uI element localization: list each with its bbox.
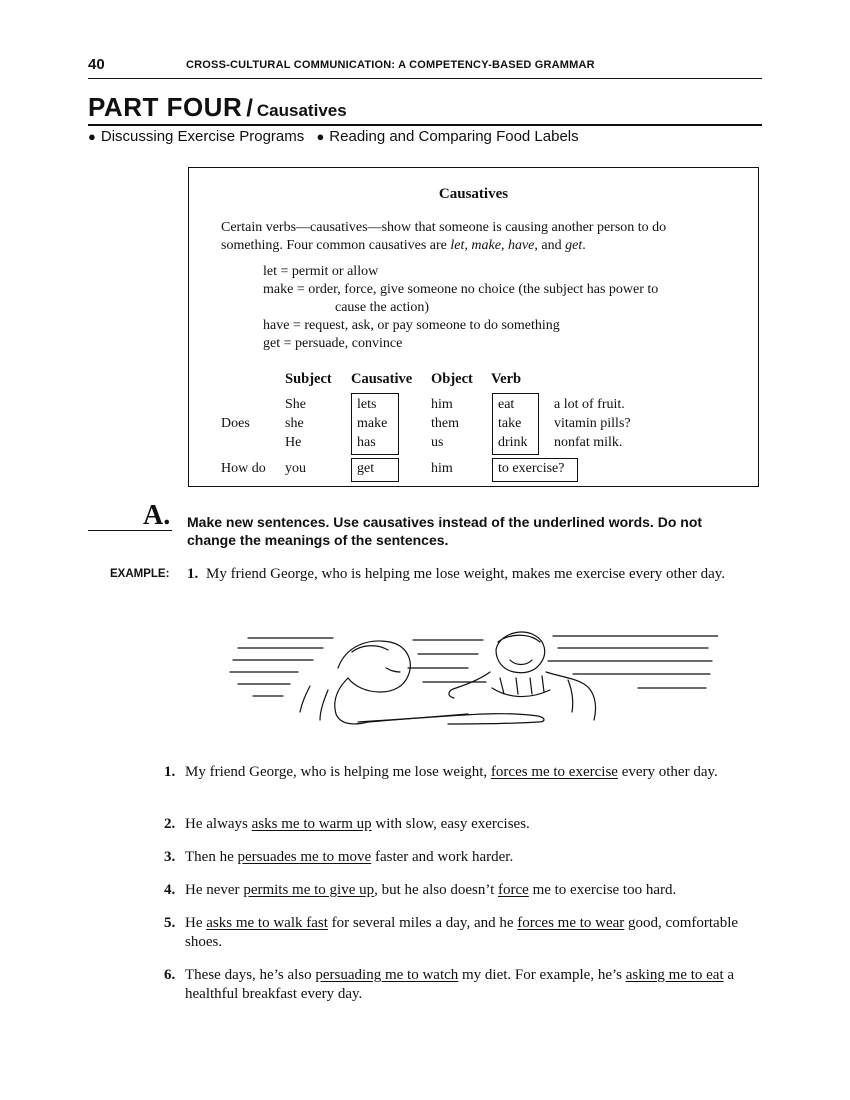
running-header (88, 56, 762, 79)
table-cell-verb: eat (498, 397, 515, 412)
table-cell-causative: lets (357, 397, 377, 412)
table-cell-rest: nonfat milk. (554, 435, 623, 450)
table-cell-object: him (431, 397, 453, 412)
definition-let: let = permit or allow (263, 264, 379, 279)
item-text: He always asks me to warm up with slow, easy exercises. (185, 816, 530, 832)
exercise-instructions: Make new sentences. Use causatives instead of the underlined words. Do not change the meanings of the sentences. (187, 514, 703, 548)
table-cell-causative: get (357, 461, 375, 476)
underlined-phrase: force (498, 882, 529, 898)
definition-make (263, 281, 733, 317)
table-cell-rest: vitamin pills? (554, 416, 631, 431)
column-header-object: Object (431, 371, 473, 387)
exercise-letter: A. (143, 500, 171, 531)
grammar-box-intro: Certain verbs—causatives—show that someone is causing another person to do something. Four common causatives are let, make, have, and get. (221, 220, 667, 253)
underlined-phrase: persuading me to watch (315, 967, 459, 983)
intro-verb: get (565, 238, 583, 253)
underlined-phrase: asks me to warm up (251, 816, 372, 832)
underlined-phrase: forces me to wear (517, 915, 625, 931)
definition-get: get = persuade, convince (263, 336, 403, 351)
grammar-box-title: Causatives (438, 186, 509, 202)
table-cell-subject: He (285, 435, 302, 450)
intro-verb: have (507, 238, 535, 253)
table-cell-pre: How do (221, 461, 266, 476)
item-number: 1. (164, 764, 176, 780)
definition-continuation: cause the action) (335, 300, 430, 315)
intro-verb: make (471, 238, 501, 253)
column-header-subject: Subject (285, 371, 332, 387)
item-number: 2. (164, 816, 176, 832)
table-cell-subject: She (285, 397, 306, 412)
underlined-phrase: forces me to exercise (490, 764, 618, 780)
underlined-phrase: persuades me to move (237, 849, 372, 865)
competency-item: Reading and Comparing Food Labels (329, 128, 579, 145)
bullet-icon: ● (316, 129, 325, 144)
swimmers-illustration (228, 628, 718, 728)
column-header-causative: Causative (351, 371, 413, 387)
intro-text: Certain verbs—causatives—show that someone is causing another person to do something. Four common causatives are (221, 220, 667, 253)
part-main-title: PART FOUR (88, 92, 243, 122)
item-number: 5. (164, 915, 176, 931)
item-text: He never permits me to give up, but he also doesn’t force me to exercise too hard. (185, 882, 677, 898)
example-label: EXAMPLE: (110, 568, 170, 580)
item-number: 6. (164, 967, 176, 983)
part-separator: / (246, 95, 253, 122)
item-text: He asks me to walk fast for several miles a day, and he forces me to wear good, comfortable shoes. (185, 915, 739, 950)
definition-line: make = order, force, give someone no choice (the subject has power to (263, 282, 659, 297)
example-number: 1. (187, 566, 199, 582)
page-number: 40 (88, 56, 105, 73)
item-text: My friend George, who is helping me lose weight, forces me to exercise every other day. (185, 764, 718, 780)
table-cell-object: us (431, 435, 444, 450)
table-cell-object: him (431, 461, 453, 476)
example-text: My friend George, who is helping me lose weight, makes me exercise every other day. (206, 566, 726, 582)
part-subtitle: Causatives (256, 101, 347, 120)
item-number: 4. (164, 882, 176, 898)
table-cell-object: them (431, 416, 459, 431)
table-cell-subject: she (285, 416, 304, 431)
table-cell-verb: drink (498, 435, 528, 450)
definition-have: have = request, ask, or pay someone to do something (263, 318, 560, 333)
intro-verb: let (450, 238, 465, 253)
bullet-icon: ● (88, 129, 96, 144)
table-cell-verb: take (498, 416, 522, 431)
table-cell-rest: a lot of fruit. (554, 397, 625, 412)
column-header-verb: Verb (491, 371, 522, 387)
underlined-phrase: asking me to eat (625, 967, 724, 983)
item-number: 3. (164, 849, 176, 865)
table-cell-pre: Does (221, 416, 250, 431)
item-text: These days, he’s also persuading me to watch my diet. For example, he’s asking me to eat a healthful breakfast every day. (185, 967, 735, 1002)
table-cell-causative: has (357, 435, 376, 450)
underlined-phrase: permits me to give up (243, 882, 375, 898)
competency-item: Discussing Exercise Programs (100, 128, 305, 145)
item-text: Then he persuades me to move faster and work harder. (185, 849, 514, 865)
table-cell-causative: make (357, 416, 388, 431)
table-cell-subject: you (285, 461, 306, 476)
running-title: CROSS-CULTURAL COMMUNICATION: A COMPETENCY-BASED GRAMMAR (186, 59, 595, 71)
table-cell-verb: to exercise? (498, 461, 565, 476)
competency-list (88, 128, 579, 145)
grammar-box (188, 167, 759, 487)
part-title (88, 92, 762, 126)
underlined-phrase: asks me to walk fast (206, 915, 328, 931)
